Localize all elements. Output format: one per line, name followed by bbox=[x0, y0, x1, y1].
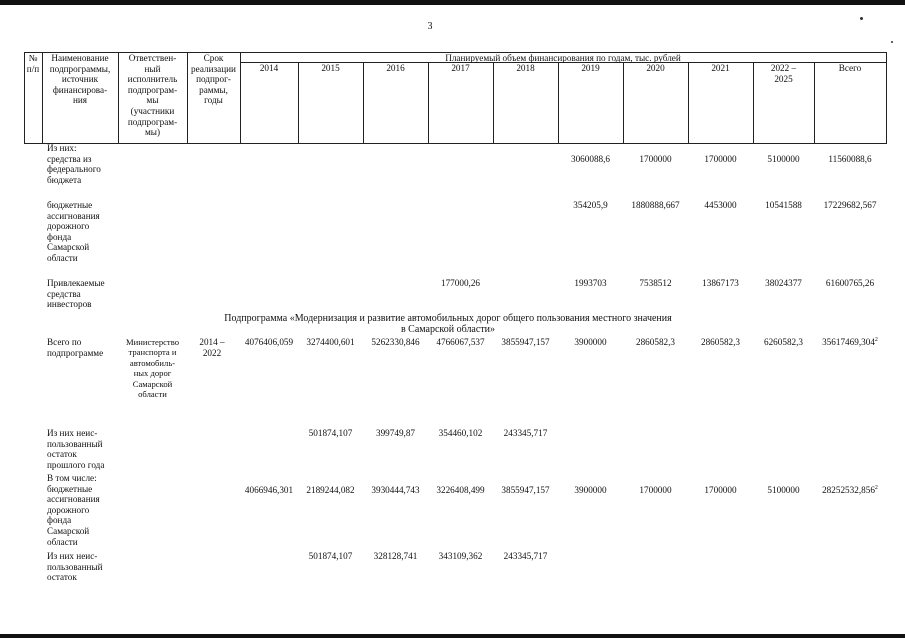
header-col-term: Срок реализации подпрог- раммы, годы bbox=[191, 53, 236, 106]
footnote-mark: 2 bbox=[874, 484, 878, 491]
cell-value: 1700000 bbox=[639, 154, 672, 164]
year-header: Всего bbox=[838, 63, 862, 73]
scan-speck bbox=[891, 41, 893, 43]
year-header: 2018 bbox=[516, 63, 535, 73]
bottom-border bbox=[0, 634, 905, 638]
cell-value: 2189244,082 bbox=[306, 485, 355, 495]
footnote-mark: 2 bbox=[874, 336, 878, 343]
cell-value: 3060088,6 bbox=[570, 154, 611, 164]
cell-value: 10541588 bbox=[765, 200, 802, 210]
cell-value: 354460,102 bbox=[438, 428, 483, 438]
scan-speck bbox=[860, 17, 863, 20]
cell-value: 4766067,537 bbox=[436, 337, 485, 347]
row-label: бюджетные ассигнования дорожного фонда Самарской области bbox=[47, 200, 100, 263]
col-line bbox=[558, 62, 559, 144]
cell-value: 61600765,26 bbox=[825, 278, 875, 288]
col-line bbox=[886, 52, 887, 144]
header-col-no: № п/п bbox=[26, 53, 40, 74]
cell-value: 35617469,304 bbox=[822, 337, 875, 347]
cell-value: 3855947,157 bbox=[501, 485, 550, 495]
cell-value: 5262330,846 bbox=[371, 337, 420, 347]
cell-value: 28252532,856 bbox=[822, 485, 875, 495]
header-col-planned: Планируемый объем финансирования по годам, тыс. рублей bbox=[445, 53, 681, 63]
col-line bbox=[493, 62, 494, 144]
page-number: 3 bbox=[427, 21, 433, 32]
year-header: 2021 bbox=[711, 63, 730, 73]
subprogram-title: Подпрограмма «Модернизация и развитие автомобильных дорог общего пользования местного значения в Самарской области» bbox=[224, 313, 672, 335]
cell-value: 501874,107 bbox=[308, 551, 353, 561]
col-line bbox=[428, 62, 429, 144]
cell-value: 5100000 bbox=[767, 154, 800, 164]
cell-value: 5100000 bbox=[767, 485, 800, 495]
row-term: 2014 – 2022 bbox=[199, 337, 225, 358]
cell-value: 399749,87 bbox=[375, 428, 416, 438]
year-header: 2015 bbox=[321, 63, 340, 73]
row-label: Из них неис- пользованный остаток bbox=[47, 551, 103, 583]
header-bottom-line bbox=[24, 143, 886, 144]
cell-value: 1880888,667 bbox=[631, 200, 680, 210]
cell-value: 1700000 bbox=[639, 485, 672, 495]
row-label: Всего по подпрограмме bbox=[47, 337, 104, 358]
cell-value: 1700000 bbox=[704, 154, 737, 164]
col-line bbox=[688, 62, 689, 144]
cell-value: 3900000 bbox=[574, 337, 607, 347]
header-col-name: Наименование подпрограммы, источник финансирова- ния bbox=[49, 53, 111, 106]
col-line bbox=[363, 62, 364, 144]
cell-value: 3900000 bbox=[574, 485, 607, 495]
year-header: 2016 bbox=[386, 63, 405, 73]
cell-value: 4066946,301 bbox=[244, 485, 294, 495]
cell-value: 2860582,3 bbox=[635, 337, 676, 347]
cell-value: 501874,107 bbox=[308, 428, 353, 438]
row-label: Привлекаемые средства инвесторов bbox=[47, 278, 105, 310]
cell-value: 3274400,601 bbox=[306, 337, 355, 347]
cell-value: 1993703 bbox=[574, 278, 607, 288]
cell-value: 13867173 bbox=[702, 278, 739, 288]
cell-value: 3930444,743 bbox=[371, 485, 420, 495]
cell-value: 243345,717 bbox=[503, 428, 548, 438]
year-header: 2020 bbox=[646, 63, 665, 73]
cell-value: 3855947,157 bbox=[501, 337, 550, 347]
header-col-executor: Ответствен- ный исполнитель подпрограм- мы (участники подпрограм- мы) bbox=[127, 53, 178, 138]
col-line bbox=[298, 62, 299, 144]
cell-value: 38024377 bbox=[765, 278, 802, 288]
cell-value: 6260582,3 bbox=[763, 337, 804, 347]
year-header: 2017 bbox=[451, 63, 470, 73]
col-line bbox=[814, 62, 815, 144]
cell-value-total bbox=[814, 485, 886, 496]
cell-value: 354205,9 bbox=[573, 200, 608, 210]
year-header: 2019 bbox=[581, 63, 600, 73]
cell-value: 243345,717 bbox=[503, 551, 548, 561]
cell-value: 343109,362 bbox=[438, 551, 483, 561]
cell-value: 4076406,059 bbox=[244, 337, 294, 347]
cell-value: 4453000 bbox=[704, 200, 737, 210]
cell-value-total bbox=[814, 337, 886, 348]
top-border bbox=[0, 0, 905, 5]
year-header: 2022 – 2025 bbox=[770, 63, 797, 84]
col-line bbox=[623, 62, 624, 144]
row-executor: Министерство транспорта и автомобиль- ных дорог Самарской области bbox=[126, 337, 179, 400]
cell-value: 3226408,499 bbox=[436, 485, 485, 495]
cell-value: 7538512 bbox=[639, 278, 672, 288]
cell-value: 177000,26 bbox=[440, 278, 481, 288]
row-label: Из них: средства из федерального бюджета bbox=[47, 143, 101, 185]
row-label: В том числе: бюджетные ассигнования дорожного фонда Самарской области bbox=[47, 473, 100, 547]
cell-value: 2860582,3 bbox=[700, 337, 741, 347]
cell-value: 11560088,6 bbox=[828, 154, 872, 164]
row-label: Из них неис- пользованный остаток прошлого года bbox=[47, 428, 105, 470]
cell-value: 17229682,567 bbox=[823, 200, 877, 210]
cell-value: 328128,741 bbox=[373, 551, 418, 561]
year-header: 2014 bbox=[259, 63, 279, 73]
cell-value: 1700000 bbox=[704, 485, 737, 495]
